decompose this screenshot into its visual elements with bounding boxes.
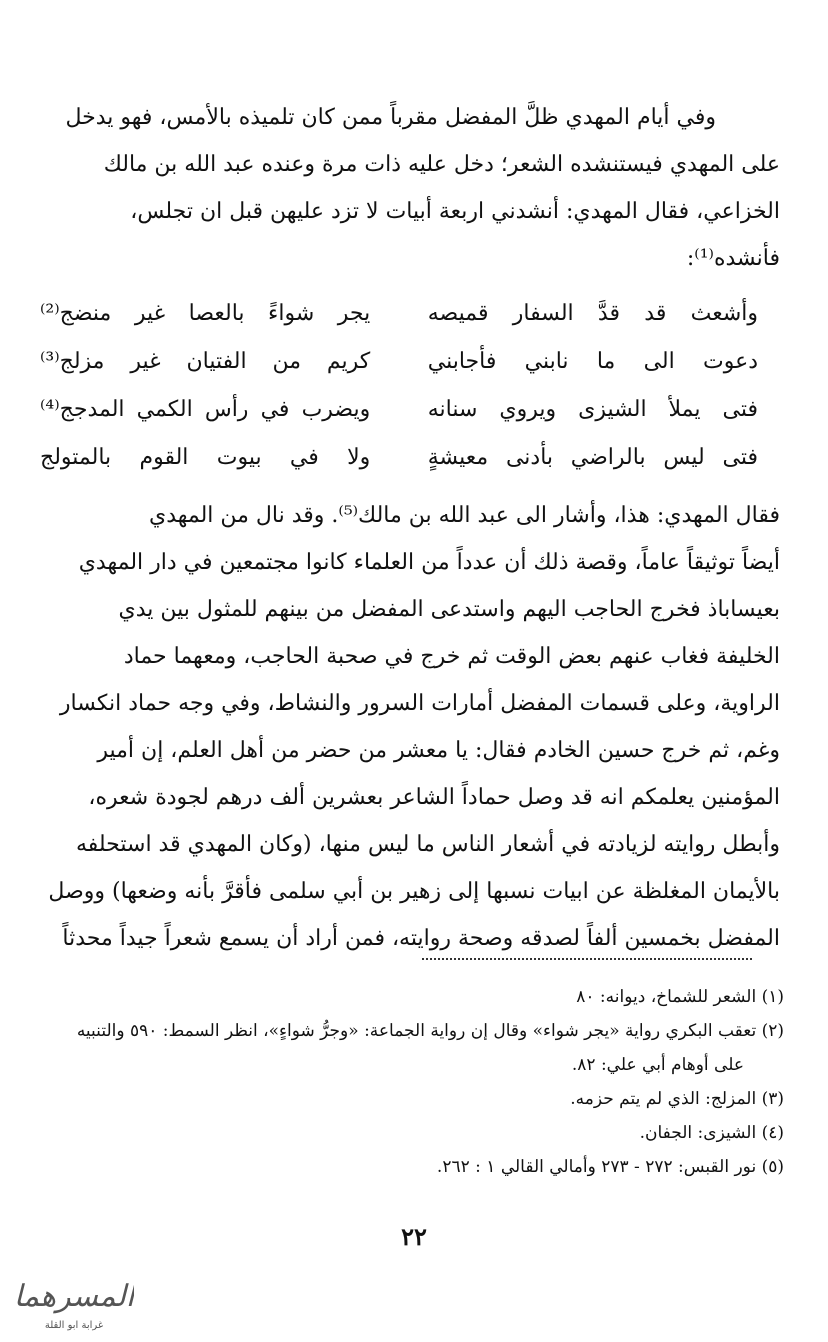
footnote-line: (٢) تعقب البكري رواية «يجر شواء» وقال إن رواية الجماعة: «وجرُّ شواءٍ»، انظر السمط: ٥٩٠ والتنبيه (76, 1021, 784, 1041)
poem (40, 290, 758, 482)
verse-first-hemistich: دعوت الى ما نابني فأجابني (427, 349, 758, 374)
text-line: الخليفة فغاب عنهم بعض الوقت ثم خرج في صحبة الحاجب، ومعهما حماد (123, 644, 780, 669)
text-line: الخزاعي، فقال المهدي: أنشدني اربعة أبيات لا تزد عليهن قبل ان تجلس، (130, 199, 780, 224)
footnote-line: (٣) المزلج: الذي لم يتم حزمه. (570, 1089, 784, 1109)
verse-second-hemistich: ولا في بيوت القوم بالمتولج (40, 445, 371, 470)
watermark-main-text: المسرهما (14, 1279, 134, 1314)
page-number: ٢٢ (401, 1222, 427, 1251)
footnote (46, 980, 784, 1014)
watermark-logo (14, 1264, 134, 1336)
poem-verse (40, 386, 758, 434)
text-line: المؤمنين يعلمكم انه قد وصل حماداً الشاعر بعشرين ألف درهم لجودة شعره، (88, 785, 780, 810)
text-line: وأبطل روايته لزيادته في أشعار الناس ما ليس منها، (وكان المهدي قد استحلفه (75, 832, 780, 857)
verse-second-hemistich: ويضرب في رأس الكمي المدجج⁽⁴⁾ (40, 397, 371, 422)
footnote-line: على أوهام أبي علي: ٨٢. (571, 1055, 744, 1075)
text-line: وفي أيام المهدي ظلَّ المفضل مقرباً ممن كان تلميذه بالأمس، فهو يدخل (65, 105, 716, 130)
footnote (46, 1116, 784, 1150)
text-line: على المهدي فيستنشده الشعر؛ دخل عليه ذات مرة وعنده عبد الله بن مالك (103, 152, 780, 177)
verse-second-hemistich: كريم من الفتيان غير مزلج⁽³⁾ (40, 349, 371, 374)
text-line: المفضل بخمسين ألفاً لصدقه وصحة روايته، فمن أراد أن يسمع شعراً جيداً محدثاً (62, 926, 780, 951)
footnotes (46, 980, 784, 1184)
footnote-separator (422, 958, 752, 960)
paragraph-1 (40, 94, 780, 282)
footnote (46, 1150, 784, 1184)
text-line: فقال المهدي: هذا، وأشار الى عبد الله بن مالك⁽⁵⁾. وقد نال من المهدي (148, 503, 780, 528)
text-line: أيضاً توثيقاً عاماً، وقصة ذلك أن عدداً من العلماء كانوا مجتمعين في دار المهدي (78, 550, 780, 575)
text-line: بالأيمان المغلظة عن ابيات نسبها إلى زهير بن أبي سلمى فأقرَّ بأنه وضعها) ووصل (48, 879, 780, 904)
poem-verse (40, 290, 758, 338)
poem-verse (40, 434, 758, 482)
footnote (46, 1014, 784, 1082)
text-line: وغم، ثم خرج حسين الخادم فقال: يا معشر من حضر من أهل العلم، إن أمير (97, 738, 780, 763)
footnote-line: (٤) الشيزى: الجفان. (639, 1123, 784, 1143)
verse-second-hemistich: يجر شواءً بالعصا غير منضج⁽²⁾ (40, 301, 371, 326)
footnote (46, 1082, 784, 1116)
text-line: فأنشده⁽¹⁾: (686, 246, 780, 271)
poem-verse (40, 338, 758, 386)
verse-first-hemistich: فتى يملأ الشيزى ويروي سنانه (427, 397, 758, 422)
verse-first-hemistich: فتى ليس بالراضي بأدنى معيشةٍ (427, 445, 758, 470)
text-line: بعيساباذ فخرج الحاجب اليهم واستدعى المفضل من بينهم للمثول بين يدي (118, 597, 780, 622)
footnote-line: (٥) نور القبس: ٢٧٢ - ٢٧٣ وأمالي القالي ١ : ٢٦٢. (436, 1157, 784, 1177)
text-line: الراوية، وعلى قسمات المفضل أمارات السرور والنشاط، وفي وجه حماد انكسار (59, 691, 780, 716)
footnote-line: (١) الشعر للشماخ، ديوانه: ٨٠ (576, 987, 784, 1007)
paragraph-2 (40, 492, 780, 962)
watermark-sub-text: غرابة ابو القلة (44, 1320, 104, 1331)
verse-first-hemistich: وأشعث قد قدَّ السفار قميصه (427, 301, 758, 326)
